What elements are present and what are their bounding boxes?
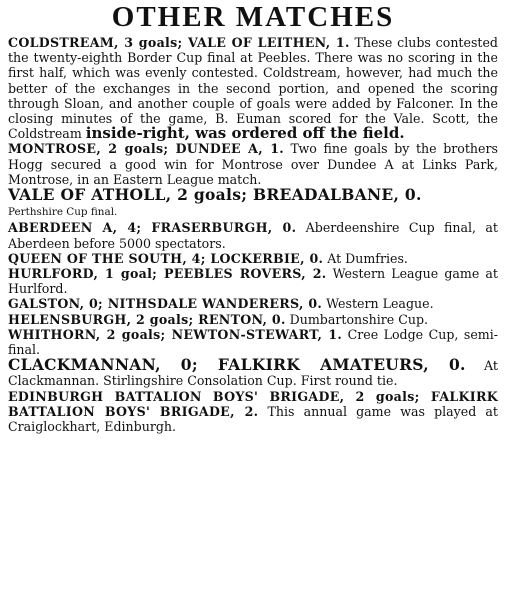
match-report bbox=[8, 141, 498, 187]
match-description: At Dumfries. bbox=[327, 250, 408, 266]
match-result: WHITHORN, 2 goals; NEWTON-STEWART, 1. bbox=[8, 326, 343, 342]
match-description: At Clackmannan. Stirlingshire Consolation Cup. First round tie. bbox=[8, 358, 498, 389]
match-report bbox=[8, 296, 498, 311]
match-result: HURLFORD, 1 goal; PEEBLES ROVERS, 2. bbox=[8, 266, 327, 282]
match-description: This annual game was played at Craiglockhart, Edinburgh. bbox=[8, 403, 498, 435]
match-report bbox=[8, 312, 498, 327]
match-report bbox=[8, 251, 498, 266]
match-description: Aberdeenshire Cup final, at Aberdeen before 5000 spectators. bbox=[8, 220, 498, 251]
match-description: Dumbartonshire Cup. bbox=[289, 311, 429, 327]
match-result: EDINBURGH BATTALION BOYS' BRIGADE, 2 goals; FALKIRK BATTALION BOYS' BRIGADE, 2. bbox=[8, 388, 498, 419]
match-report bbox=[8, 35, 498, 141]
match-description: Perthshire Cup final. bbox=[8, 206, 118, 219]
match-result: MONTROSE, 2 goals; DUNDEE A, 1. bbox=[8, 141, 284, 157]
match-result: QUEEN OF THE SOUTH, 4; LOCKERBIE, 0. bbox=[8, 250, 324, 266]
match-result: COLDSTREAM, 3 goals; VALE OF LEITHEN, 1. bbox=[8, 35, 350, 50]
match-report bbox=[8, 220, 498, 250]
match-description: Western League. bbox=[326, 296, 434, 312]
match-report bbox=[8, 266, 498, 296]
match-report bbox=[8, 327, 498, 357]
match-report bbox=[8, 357, 498, 388]
match-result: CLACKMANNAN, 0; FALKIRK AMATEURS, 0. bbox=[8, 355, 466, 375]
match-result: GALSTON, 0; NITHSDALE WANDERERS, 0. bbox=[8, 296, 323, 312]
match-description: Cree Lodge Cup, semi-final. bbox=[8, 326, 499, 358]
match-report bbox=[8, 187, 498, 220]
match-description: Two fine goals by the brothers Hogg secured a good win for Montrose over Dundee A at Links Park, Montrose, in an Eastern League match. bbox=[8, 141, 498, 187]
match-result: VALE OF ATHOLL, 2 goals; BREADALBANE, 0. bbox=[8, 185, 422, 205]
match-description: These clubs contested the twenty-eighth Border Cup final at Peebles. There was no scoring in the first half, which was evenly contested. Coldstream, however, had much the better of the exchanges in the second portion, and opened the scoring through Sloan, and another couple of goals were added by Falconer. In the closing minutes of the game, B. Euman scored for the Vale. Scott, the Coldstream bbox=[8, 35, 498, 142]
section-headline: OTHER MATCHES bbox=[111, 1, 395, 33]
match-description: Western League game at Hurlford. bbox=[8, 266, 498, 297]
match-report bbox=[8, 389, 498, 435]
match-description-extra: inside-right, was ordered off the field. bbox=[85, 124, 405, 143]
match-result: HELENSBURGH, 2 goals; RENTON, 0. bbox=[8, 311, 286, 327]
match-result: ABERDEEN A, 4; FRASERBURGH, 0. bbox=[8, 220, 297, 236]
